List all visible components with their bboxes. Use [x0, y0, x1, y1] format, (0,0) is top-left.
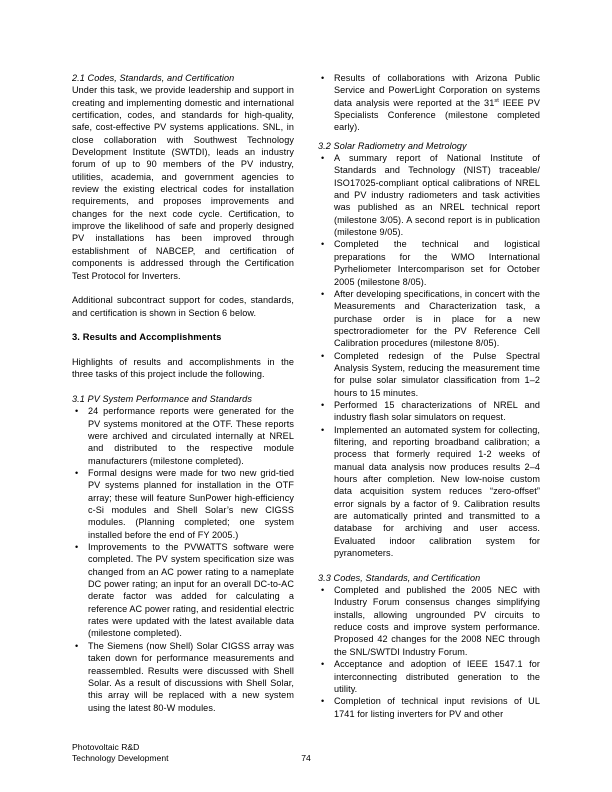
- right-column: [318, 72, 540, 722]
- bullet-icon: •: [321, 696, 325, 707]
- bullet-icon: •: [75, 542, 79, 553]
- section-3-paragraph: Highlights of results and accomplishments in the three tasks of this project include the following.: [72, 356, 294, 380]
- page-footer: [72, 742, 540, 772]
- list-item-text: Acceptance and adoption of IEEE 1547.1 for interconnecting distributed generation to the utility.: [334, 659, 540, 694]
- list-item: [318, 658, 540, 695]
- list-item: [318, 584, 540, 658]
- list-item-text: Improvements to the PVWATTS software were completed. The PV system specification size was changed from an AC power rating to a nameplate DC power rating; an input for an overall DC-to-AC derate factor was added for calculating a reference AC power rating, and residential electric rates were updated with the latest available data (milestone completed).: [88, 542, 294, 639]
- list-item-text: The Siemens (now Shell) Solar CIGSS array was taken down for performance measurements and reassembled. Results were discussed with Shell Solar. As a result of discussions with Shell Solar, this array will be replaced with a new system using the latest 80-W modules.: [88, 640, 294, 713]
- section-heading-3-3: 3.3 Codes, Standards, and Certification: [318, 572, 481, 583]
- list-item-text: After developing specifications, in concert with the Measurements and Characterization task, a purchase order is in place for a new spectroradiometer for the PV Reference Cell Calibration procedures (milestone 8/05).: [334, 288, 540, 349]
- list-item: [72, 541, 294, 640]
- section-3-3-bullet-list: [318, 584, 540, 720]
- list-item-text: Completed the technical and logistical preparations for the WMO International Pyrheliometer Intercomparison set for October 2005 (milestone 8/05).: [334, 239, 540, 287]
- paragraph-spacer: [318, 559, 540, 571]
- list-item: [72, 405, 294, 467]
- paragraph-spacer: [72, 282, 294, 294]
- list-item-text-pre: Results of collaborations with Arizona Public Service and PowerLight Corporation on systems data analysis were reported at the 31: [334, 73, 540, 108]
- bullet-icon: •: [321, 585, 325, 596]
- continued-bullet-list: [318, 72, 540, 134]
- list-item: [72, 640, 294, 714]
- list-item: [318, 72, 540, 134]
- list-item-text: A summary report of National Institute of Standards and Technology (NIST) traceable/ ISO17025-compliant optical calibrations of NREL and PV industry radiometers and task activities was published as an NREL technical report (milestone 3/05). A second report is in publication (milestone 9/05).: [334, 153, 540, 238]
- list-item-text: Implemented an automated system for collecting, filtering, and reporting broadband calibration; a process that formerly required 1-2 weeks of manual data analysis now produces results 2–4 hours after completion. New low-noise custom data acquisition system reduces “zero-offset” error signals by a factor of 9. Calibration results are automatically printed and transmitted to a database for archiving and user access. Evaluated indoor calibration system for pyranometers.: [334, 424, 540, 559]
- section-2-1-paragraph-2: Additional subcontract support for codes, standards, and certification is shown in Section 6 below.: [72, 295, 294, 318]
- list-item-text: Completed and published the 2005 NEC with Industry Forum consensus changes simplifying installs, allowing ungrounded PV circuits to reduce costs and improve system performance. Proposed 42 changes for the 2008 NEC through the SNL/SWTDI Industry Forum.: [334, 585, 540, 657]
- left-column: [72, 72, 294, 722]
- bullet-icon: •: [321, 350, 325, 361]
- list-item: [72, 467, 294, 541]
- list-item-text: Performed 15 characterizations of NREL and industry flash solar simulators on request.: [334, 399, 540, 423]
- list-item: [318, 288, 540, 350]
- paragraph-spacer: [72, 319, 294, 331]
- footer-line-1: Photovoltaic R&D: [72, 742, 140, 752]
- list-item: [318, 238, 540, 287]
- list-item: [318, 399, 540, 424]
- section-2-1-paragraph: Under this task, we provide leadership and support in creating and implementing domestic and international certification, codes, and standards for high-quality, safe, cost-effective PV systems applications. SNL, in close collaboration with Southwest Technology Development Institute (SWTDI), leads an industry forum of up to 90 members of the PV industry, utilities, academia, and government agencies to review the existing electrical codes for installation requirements, and proposes improvements and changes for the next code cycle. Certification, to improve the likelihood of safe and properly designed PV installations has been improved through establishment of NABCEP, and certification of components is addressed through the Certification Test Protocol for Inverters.: [72, 85, 294, 281]
- section-3-1-bullet-list: [72, 405, 294, 714]
- bullet-icon: •: [321, 659, 325, 670]
- paragraph-spacer: [72, 381, 294, 393]
- bullet-icon: •: [321, 73, 325, 83]
- list-item-text: Completion of technical input revisions of UL 1741 for listing inverters for PV and other: [334, 696, 540, 719]
- paragraph-spacer: [72, 344, 294, 356]
- bullet-icon: •: [321, 288, 325, 299]
- page-number: 74: [301, 753, 311, 764]
- bullet-icon: •: [321, 153, 325, 164]
- ordinal-suffix: st: [494, 97, 499, 104]
- list-item-text-post: IEEE PV Specialists Conference (milestone completed early).: [334, 97, 540, 133]
- bullet-icon: •: [75, 468, 79, 478]
- bullet-icon: •: [321, 239, 325, 250]
- list-item: [318, 695, 540, 720]
- list-item-text: 24 performance reports were generated for the PV systems monitored at the OTF. These reports were archived and circulated internally at NREL and distributed to the respective module manufacturers (milestone completed).: [88, 406, 294, 466]
- bullet-icon: •: [321, 399, 325, 410]
- two-column-body: [72, 72, 540, 722]
- section-heading-3: 3. Results and Accomplishments: [72, 331, 222, 343]
- list-item-text: Completed redesign of the Pulse Spectral Analysis System, reducing the measurement time for pulse solar simulator classification from 1–2 hours to 15 minutes.: [334, 350, 540, 398]
- section-heading-3-1: 3.1 PV System Performance and Standards: [72, 393, 252, 404]
- section-3-2-bullet-list: [318, 152, 540, 559]
- footer-line-2: Technology Development: [72, 753, 169, 764]
- bullet-icon: •: [321, 424, 325, 435]
- bullet-icon: •: [75, 640, 79, 651]
- list-item: [318, 152, 540, 238]
- list-item-text: Formal designs were made for two new grid-tied PV systems planned for installation in the OTF array; these will feature SunPower high-efficiency c-Si modules and Shell Solar’s new CIGSS modules. (Planning completed; one system installed before the end of FY 2005.): [88, 468, 294, 540]
- list-item: [318, 424, 540, 560]
- section-heading-3-2: 3.2 Solar Radiometry and Metrology: [318, 140, 467, 151]
- list-item: [318, 350, 540, 399]
- bullet-icon: •: [75, 406, 79, 417]
- section-heading-2-1: 2.1 Codes, Standards, and Certification: [72, 73, 235, 83]
